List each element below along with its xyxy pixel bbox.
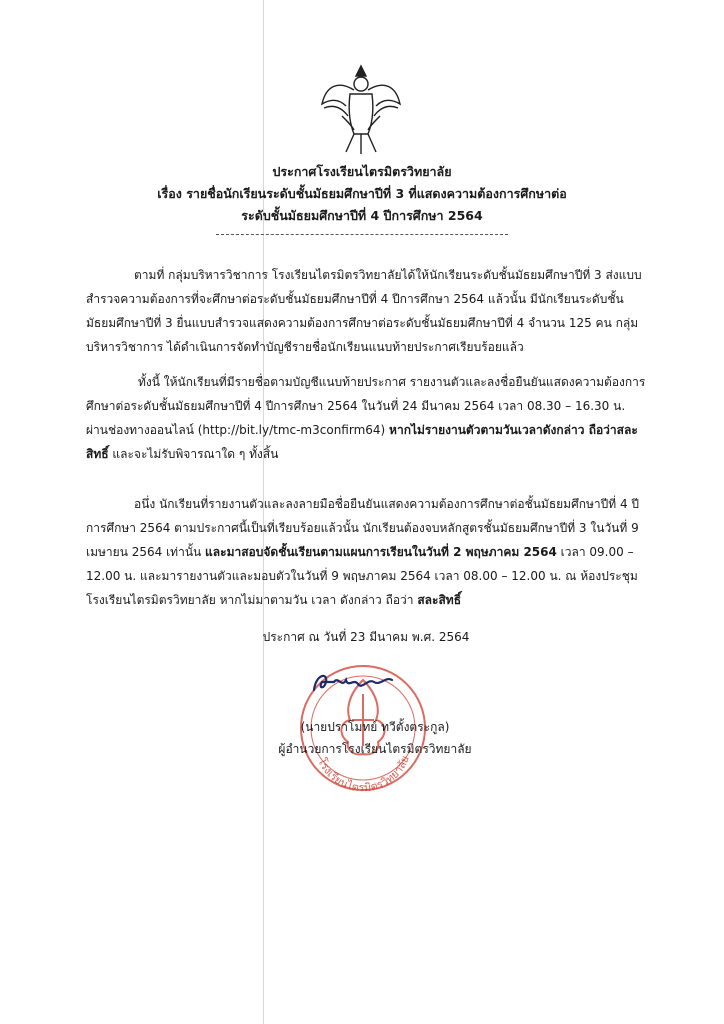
paragraph-background: ตามที่ กลุ่มบริหารวิชาการ โรงเรียนไตรมิตรวิทยาลัยได้ให้นักเรียนระดับชั้นมัธยมศึกษาปีที่ 3 ส่งแบบสำรวจความต้องการที่จะศึกษาต่อระดับชั้นมัธยมศึกษาปีที่ 4 ปีการศึกษา 2564 แล้วนั้น มีนักเรียนระดับชั้นมัธยมศึกษาปีที่ 3 ยื่นแบบสำรวจแสดงความต้องการศึกษาต่อระดับชั้นมัธยมศึกษาปีที่ 4 จำนวน 125 คน กลุ่มบริหารวิชาการ ได้ดำเนินการจัดทำบัญชีรายชื่อนักเรียนแนบท้ายประกาศเรียบร้อยแล้ว (86, 268, 642, 354)
instructions-tail: และจะไม่รับพิจารณาใด ๆ ทั้งสิ้น (108, 447, 279, 461)
signature-scribble (308, 668, 398, 698)
paragraph-instructions (86, 370, 646, 466)
announcement-title: ประกาศโรงเรียนไตรมิตรวิทยาลัย (272, 164, 452, 179)
instructions-text: ทั้งนี้ ให้นักเรียนที่มีรายชื่อตามบัญชีแนบท้ายประกาศ รายงานตัวและลงชื่อยืนยันแสดงความต้องการศึกษาต่อระดับชั้นมัธยมศึกษาปีที่ 4 ปีการศึกษา 2564 ในวันที่ 24 มีนาคม 2564 เวลา 08.30 – 16.30 น. ผ่านช่องทางออนไลน์ (http://bit.ly/tmc-m3confirm64) (86, 375, 646, 437)
forfeit-bold: สละสิทธิ์ (417, 593, 462, 607)
subject-line: เรื่อง รายชื่อนักเรียนระดับชั้นมัธยมศึกษาปีที่ 3 ที่แสดงความต้องการศึกษาต่อ (157, 186, 567, 201)
schedule-mid: เวลา 09.00 – 12.00 น. และมารายงานตัวและมอบตัวในวันที่ 9 พฤษภาคม 2564 เวลา 08.00 – 12.00 น. ณ ห้องประชุมโรงเรียนไตรมิตรวิทยาลัย หากไม่มาตามวัน เวลา ดังกล่าว ถือว่า (86, 545, 638, 607)
subject-line-continued: ระดับชั้นมัธยมศึกษาปีที่ 4 ปีการศึกษา 2564 (241, 208, 483, 223)
forfeit-warning: หากไม่รายงานตัวตามวันเวลาดังกล่าว ถือว่าสละสิทธิ์ (86, 423, 638, 461)
announcement-date: ประกาศ ณ วันที่ 23 มีนาคม พ.ศ. 2564 (262, 630, 470, 644)
signer-title: ผู้อำนวยการโรงเรียนไตรมิตรวิทยาลัย (278, 742, 472, 756)
divider-line (216, 234, 508, 235)
exam-date-bold: และมาสอบจัดชั้นเรียนตามแผนการเรียนในวันที่ 2 พฤษภาคม 2564 (205, 545, 557, 559)
garuda-emblem-icon (318, 60, 404, 158)
paragraph-exam-schedule (86, 492, 646, 612)
svg-text:โรงเรียนไตรมิตรวิทยาลัย (315, 754, 412, 794)
schedule-text: อนึ่ง นักเรียนที่รายงานตัวและลงลายมือชื่อยืนยันแสดงความต้องการศึกษาต่อชั้นมัธยมศึกษาปีที่ 4 ปีการศึกษา 2564 ตามประกาศนี้เป็นที่เรียบร้อยแล้วนั้น นักเรียนต้องจบหลักสูตรชั้นมัธยมศึกษาปีที่ 3 ในวันที่ 9 เมษายน 2564 เท่านั้น (86, 497, 640, 559)
seal-text: โรงเรียนไตรมิตรวิทยาลัย (315, 753, 412, 795)
signer-name: (นายปราโมทย์ ทวีตั้งตระกูล) (300, 720, 450, 734)
